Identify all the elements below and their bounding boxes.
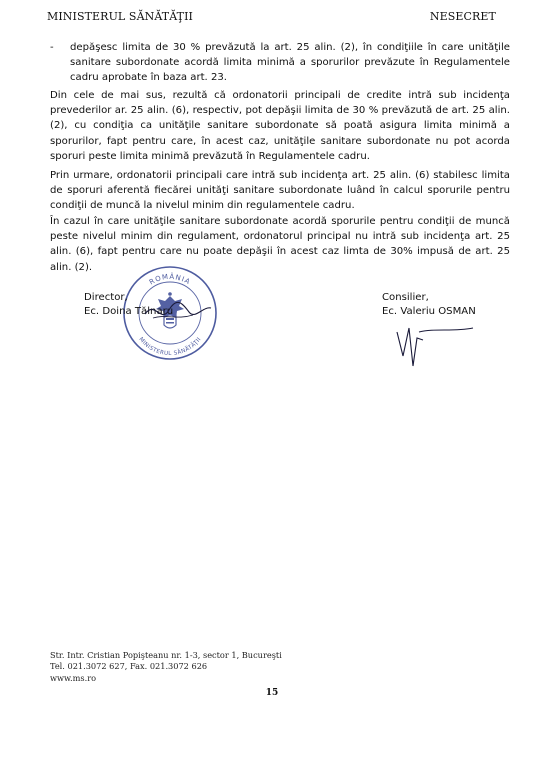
bullet-text: depăşesc limita de 30 % prevăzută la art. 25 alin. (2), în condiţiile în care unităţile sanitare subordonate acordă limita minimă a sporurilor prevăzute în Regulamentele cadru aprobate în baza art. 23.	[70, 42, 510, 84]
stamp-text-bottom: MINISTERUL SĂNĂTĂŢII	[137, 336, 203, 358]
paragraph-3: În cazul în care unităţile sanitare subordonate acordă sporurile pentru condiţii de muncă peste nivelul minim din regulament, ordonatorul principal nu intră sub incidenţa art. 25 alin. (6), fapt pentru care nu poate depăşii în acest caz limta de 30% impusă de art. 25 alin. (2).	[50, 216, 510, 273]
header-ministry: MINISTERUL SĂNĂTĂŢII	[47, 10, 193, 23]
signer-role-right: Consilier,	[382, 292, 429, 303]
signer-name-left: Ec. Doina Tălnaru	[84, 305, 174, 317]
bullet-marker: -	[50, 42, 54, 53]
handwritten-signature-left-icon	[143, 296, 213, 326]
signer-name-right: Ec. Valeriu OSMAN	[382, 305, 476, 317]
header-classification: NESECRET	[429, 10, 496, 23]
bullet-item	[50, 40, 510, 86]
stamp-text-top: ROMÂNIA	[148, 272, 193, 287]
svg-text:MINISTERUL SĂNĂTĂŢII	[137, 337, 202, 358]
footer-contact	[50, 650, 282, 684]
handwritten-signature-right-icon	[395, 322, 475, 370]
page-number: 15	[265, 688, 279, 698]
paragraph-1: Din cele de mai sus, rezultă că ordonatorii principali de credite intră sub incidenţa prevederilor ar. 25 alin. (6), respectiv, pot depăşii limita de 30 % prevăzută de art. 25 alin. (2), cu condiţia ca unităţile sanitare subordonate să poată asigura limita minimă a sporurilor, fapt pentru care, în acest caz, unităţile sanitare subordonate nu pot acorda sporuri peste limita minimă prevăzută în Regulamentele cadru.	[50, 90, 510, 162]
paragraph-2: Prin urmare, ordonatorii principali care intră sub incidenţa art. 25 alin. (6) stabilesc limita de sporuri aferentă fiecărei unităţi sanitare subordonate luând în calcul sporurile pentru condiţii de muncă la nivelul minim din regulamentele cadru.	[50, 170, 510, 212]
svg-text:ROMÂNIA	[148, 272, 192, 287]
signature-block-right	[382, 291, 476, 318]
footer-phone: Tel. 021.3072 627, Fax. 021.3072 626	[50, 661, 208, 672]
footer-address: Str. Intr. Cristian Popişteanu nr. 1-3, sector 1, Bucureşti	[50, 650, 282, 660]
footer-website: www.ms.ro	[50, 672, 97, 683]
signer-role-left: Director,	[84, 292, 128, 303]
